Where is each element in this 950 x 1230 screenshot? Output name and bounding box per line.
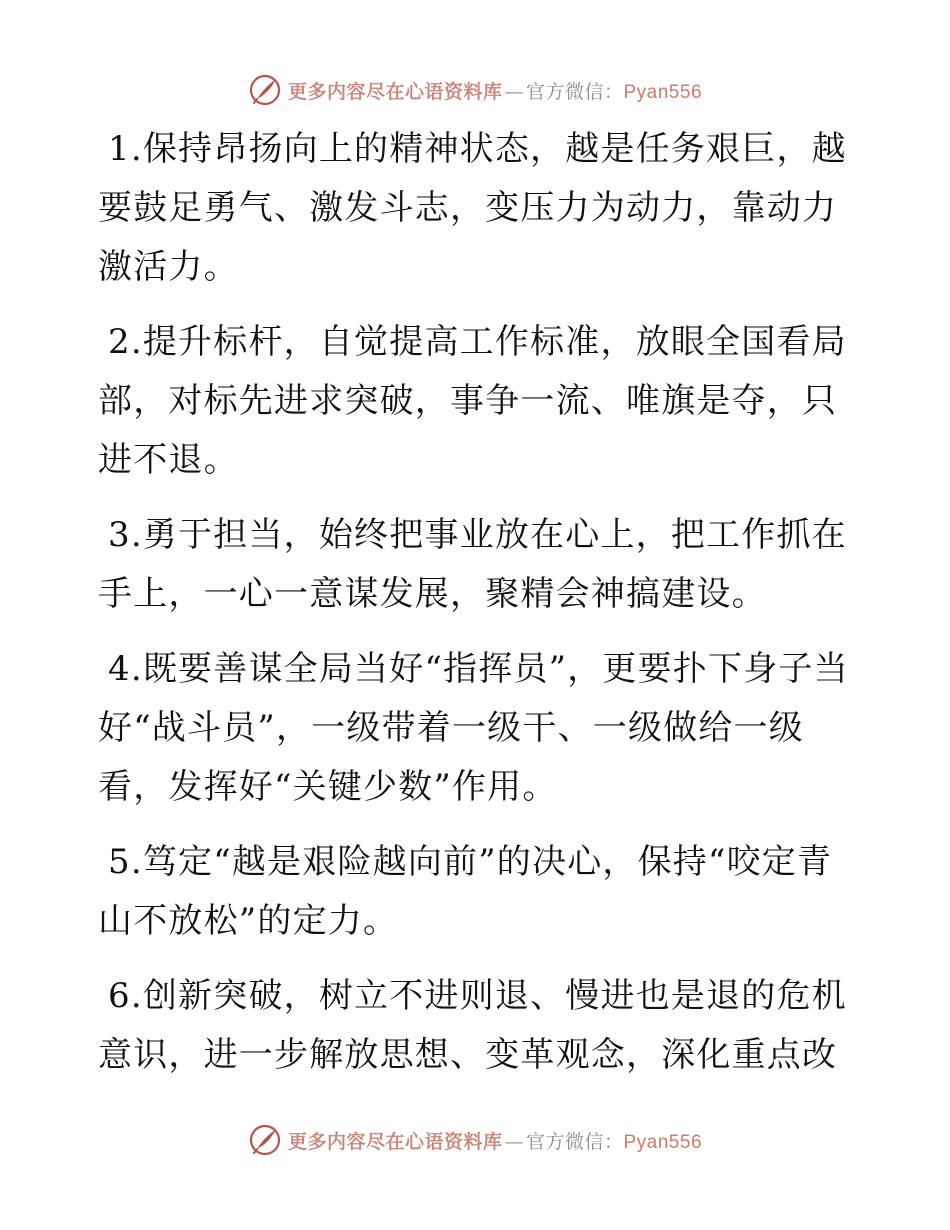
watermark-wechat-id: Pyan556: [623, 81, 703, 103]
watermark-brand: 更多内容尽在心语资料库: [287, 80, 503, 103]
watermark-dash: —: [504, 80, 524, 103]
paragraph-6: 6.创新突破，树立不进则退、慢进也是退的危机意识，进一步解放思想、变革观念，深化重点改: [98, 976, 847, 1075]
paragraph-1: 1.保持昂扬向上的精神状态，越是任务艰巨，越要鼓足勇气、激发斗志，变压力为动力，靠动力激活力。: [98, 129, 847, 287]
paragraph-3: 3.勇于担当，始终把事业放在心上，把工作抓在手上，一心一意谋发展，聚精会神搞建设。: [98, 515, 847, 614]
paragraph-2: 2.提升标杆，自觉提高工作标准，放眼全国看局部，对标先进求突破，事争一流、唯旗是夺，只进不退。: [98, 322, 847, 480]
paragraph-5: 5.笃定“越是艰险越向前”的决心，保持“咬定青山不放松”的定力。: [98, 842, 833, 941]
footer-watermark: [0, 1120, 950, 1160]
watermark-label: 官方微信：: [525, 80, 624, 103]
quill-pen-logo-icon: [248, 73, 282, 107]
quill-pen-logo-icon: [248, 1123, 282, 1157]
watermark-wechat-id: Pyan556: [623, 1131, 703, 1153]
paragraph-4: 4.既要善谋全局当好“指挥员”，更要扑下身子当好“战斗员”，一级带着一级干、一级做给一级看，发挥好“关键少数”作用。: [98, 649, 849, 807]
document-body: [98, 120, 858, 1101]
watermark-label: 官方微信：: [525, 1130, 624, 1153]
watermark-dash: —: [504, 1130, 524, 1153]
header-watermark: [0, 70, 950, 110]
watermark-brand: 更多内容尽在心语资料库: [287, 1130, 503, 1153]
